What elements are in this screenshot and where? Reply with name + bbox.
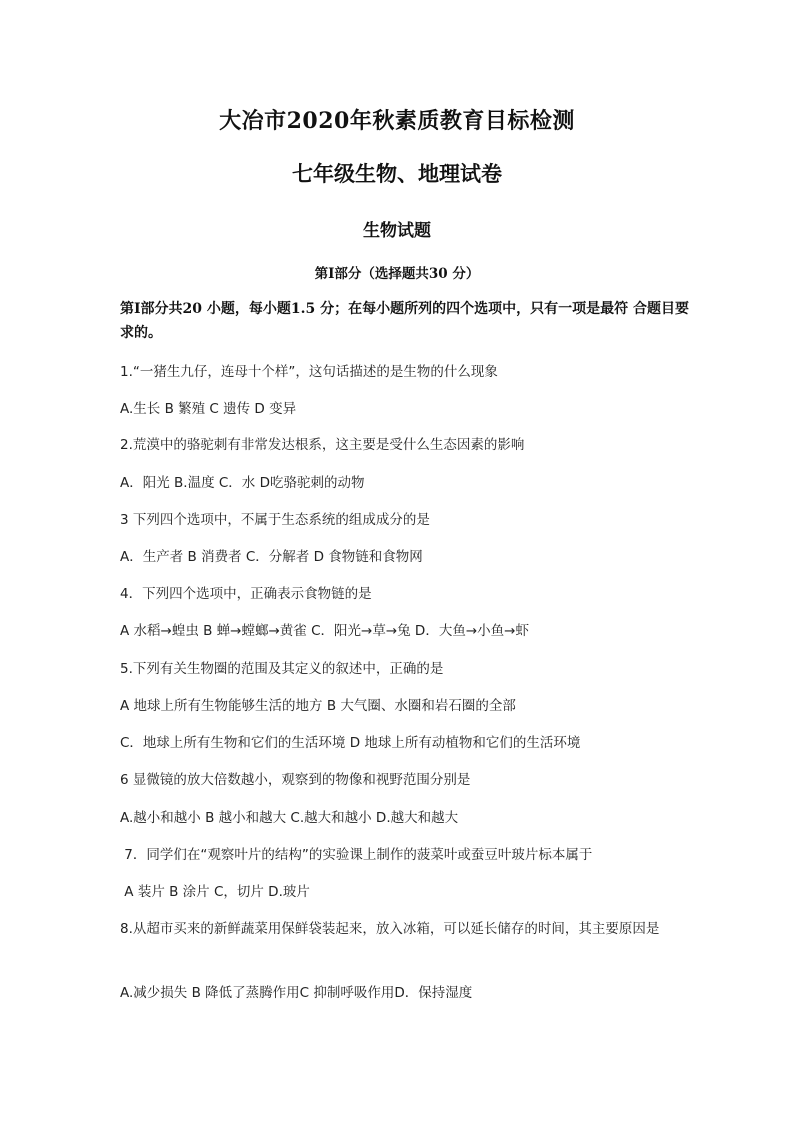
question-stem: 8.从超市买来的新鲜蔬菜用保鲜袋装起来，放入冰箱，可以延长储存的时间，其主要原因是 [120, 921, 660, 937]
instructions: 第Ⅰ部分共20 小题，每小题1.5 分；在每小题所列的四个选项中，只有一项是最符 合题目要求的。 [120, 301, 690, 341]
exam-subtitle: 七年级生物、地理试卷 [292, 161, 502, 186]
question-stem: 4．下列四个选项中，正确表示食物链的是 [120, 586, 372, 602]
question-stem: 6 显微镜的放大倍数越小，观察到的物像和视野范围分别是 [120, 772, 471, 788]
question-options: A．阳光 B.温度 C．水 D吃骆驼刺的动物 [120, 475, 365, 491]
question-options: A 水稻→蝗虫 B 蝉→螳螂→黄雀 C．阳光→草→兔 D．大鱼→小鱼→虾 [120, 623, 529, 639]
part-heading: 第Ⅰ部分（选择题共30 分） [314, 266, 480, 282]
question-stem: 3 下列四个选项中，不属于生态系统的组成成分的是 [120, 512, 430, 528]
question-stem: 5.下列有关生物圈的范围及其定义的叙述中，正确的是 [120, 661, 444, 677]
question-options: A.减少损失 B 降低了蒸腾作用C 抑制呼吸作用D．保持湿度 [120, 985, 473, 1001]
question-stem: 1.“一猪生九仔，连母十个样”，这句话描述的是生物的什么现象 [120, 364, 498, 380]
section-heading: 生物试题 [363, 221, 431, 241]
question-options: A.生长 B 繁殖 C 遗传 D 变异 [120, 401, 297, 417]
question-options: A．生产者 B 消费者 C．分解者 D 食物链和食物网 [120, 549, 423, 565]
question-stem: 7．同学们在“观察叶片的结构”的实验课上制作的菠菜叶或蚕豆叶玻片标本属于 [120, 847, 593, 863]
question-options: C．地球上所有生物和它们的生活环境 D 地球上所有动植物和它们的生活环境 [120, 735, 581, 751]
question-options: A 地球上所有生物能够生活的地方 B 大气圈、水圈和岩石圈的全部 [120, 698, 516, 714]
question-options: A 装片 B 涂片 C，切片 D.玻片 [120, 884, 310, 900]
exam-title: 大冶市2020年秋素质教育目标检测 [219, 108, 575, 134]
question-stem: 2.荒漠中的骆驼刺有非常发达根系，这主要是受什么生态因素的影响 [120, 437, 525, 453]
question-options: A.越小和越小 B 越小和越大 C.越大和越小 D.越大和越大 [120, 810, 459, 826]
